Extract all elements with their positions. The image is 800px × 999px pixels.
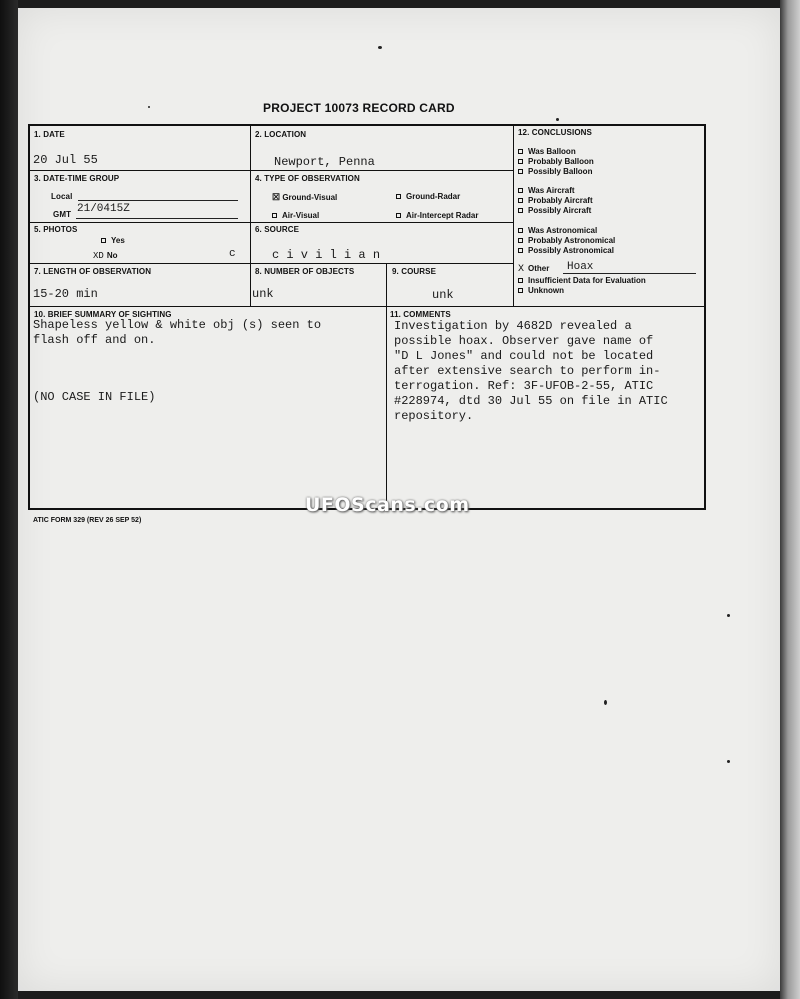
source-label: 6. SOURCE <box>255 225 300 234</box>
scan-speck <box>727 760 730 763</box>
divider-v-right <box>513 124 514 307</box>
course-label: 9. COURSE <box>392 267 437 276</box>
comments-line: after extensive search to perform in- <box>394 364 661 378</box>
other-line <box>563 273 696 274</box>
length-label: 7. LENGTH OF OBSERVATION <box>34 267 152 276</box>
summary-line: flash off and on. <box>33 333 156 347</box>
divider-conclusion-top <box>514 124 654 125</box>
date-label: 1. DATE <box>34 130 65 139</box>
dtg-label: 3. DATE-TIME GROUP <box>34 174 120 183</box>
conclusion-astronomical-group <box>518 226 615 256</box>
air-intercept-radar-label: Air-Intercept Radar <box>406 211 479 220</box>
dtg-local-line <box>78 200 238 201</box>
comments-text <box>394 319 668 424</box>
other-value: Hoax <box>567 261 594 273</box>
scan-speck <box>148 106 150 108</box>
scan-left-edge <box>0 0 18 999</box>
checkbox-icon <box>396 213 401 218</box>
dtg-gmt-label: GMT <box>53 210 72 219</box>
possibly-aircraft-label: Possibly Aircraft <box>528 206 592 215</box>
summary-label: 10. BRIEF SUMMARY OF SIGHTING <box>34 310 172 319</box>
possibly-astronomical-label: Possibly Astronomical <box>528 246 614 255</box>
comments-line: terrogation. Ref: 3F-UFOB-2-55, ATIC <box>394 379 654 393</box>
insufficient-label: Insufficient Data for Evaluation <box>528 276 646 285</box>
type-observation-label: 4. TYPE OF OBSERVATION <box>255 174 360 183</box>
checkbox-icon <box>518 159 523 164</box>
conclusion-balloon-group <box>518 147 594 177</box>
checkbox-icon <box>518 208 523 213</box>
photos-yes <box>101 236 125 245</box>
no-case-note: (NO CASE IN FILE) <box>33 390 156 404</box>
checkbox-icon <box>518 169 523 174</box>
form-id: ATIC FORM 329 (REV 26 SEP 52) <box>33 517 142 524</box>
divider-h-3 <box>28 263 514 264</box>
conclusion-aircraft-group <box>518 186 593 216</box>
divider-h-1 <box>28 170 514 171</box>
num-objects-value: unk <box>252 287 274 301</box>
checkbox-icon <box>101 238 106 243</box>
checkbox-icon <box>518 198 523 203</box>
probably-astronomical-label: Probably Astronomical <box>528 236 616 245</box>
photos-no <box>93 251 117 261</box>
ground-visual-label: Ground-Visual <box>282 193 338 202</box>
photos-no-mark: XD <box>93 251 104 261</box>
checkbox-icon <box>518 228 523 233</box>
date-value: 20 Jul 55 <box>33 153 98 167</box>
probably-balloon-label: Probably Balloon <box>528 157 594 166</box>
air-visual-label: Air-Visual <box>282 211 320 220</box>
was-astronomical-label: Was Astronomical <box>528 226 598 235</box>
scan-speck <box>727 614 730 617</box>
scan-speck <box>604 700 607 705</box>
watermark-text: UFOScans.com <box>305 494 470 516</box>
was-aircraft-label: Was Aircraft <box>528 186 575 195</box>
checkbox-icon <box>272 213 277 218</box>
ground-radar-label: Ground-Radar <box>406 192 461 201</box>
dtg-gmt-value: 21/0415Z <box>77 203 130 215</box>
summary-line: Shapeless yellow & white obj (s) seen to <box>33 318 322 332</box>
comments-line: #228974, dtd 30 Jul 55 on file in ATIC <box>394 394 668 408</box>
photos-extra-value: c <box>229 248 236 260</box>
other-checked-mark: X <box>518 264 525 275</box>
conclusion-other-row <box>518 264 549 275</box>
option-air-visual <box>272 211 319 220</box>
comments-line: "D L Jones" and could not be located <box>394 349 654 363</box>
other-label: Other <box>528 264 550 273</box>
option-air-intercept-radar <box>396 211 478 220</box>
comments-line: repository. <box>394 409 474 423</box>
photos-yes-label: Yes <box>111 236 125 245</box>
checkbox-icon <box>518 248 523 253</box>
checkbox-icon <box>396 194 401 199</box>
ground-visual-checked-box: ☒ <box>272 192 281 202</box>
option-ground-visual <box>272 192 337 203</box>
card-title: PROJECT 10073 RECORD CARD <box>263 101 455 115</box>
option-ground-radar <box>396 192 460 201</box>
length-value: 15-20 min <box>33 287 98 301</box>
possibly-balloon-label: Possibly Balloon <box>528 167 593 176</box>
photos-label: 5. PHOTOS <box>34 225 78 234</box>
scan-speck <box>556 118 559 121</box>
divider-h-4 <box>28 306 706 307</box>
location-value: Newport, Penna <box>274 155 375 169</box>
checkbox-icon <box>518 238 523 243</box>
divider-v-mid <box>386 263 387 510</box>
scan-speck <box>378 46 382 49</box>
divider-v-left <box>250 124 251 307</box>
checkbox-icon <box>518 288 523 293</box>
summary-text <box>33 318 321 348</box>
dtg-local-label: Local <box>51 192 73 201</box>
source-value: c i v i l i a n <box>272 248 381 262</box>
was-balloon-label: Was Balloon <box>528 147 576 156</box>
checkbox-icon <box>518 149 523 154</box>
probably-aircraft-label: Probably Aircraft <box>528 196 593 205</box>
unknown-label: Unknown <box>528 286 564 295</box>
photos-no-label: No <box>106 251 118 260</box>
divider-h-2 <box>28 222 514 223</box>
course-value: unk <box>432 288 454 302</box>
dtg-gmt-line <box>76 218 238 219</box>
scan-right-edge <box>780 0 800 999</box>
location-label: 2. LOCATION <box>255 130 307 139</box>
comments-label: 11. COMMENTS <box>390 310 451 319</box>
checkbox-icon <box>518 278 523 283</box>
comments-line: Investigation by 4682D revealed a <box>394 319 632 333</box>
num-objects-label: 8. NUMBER OF OBJECTS <box>255 267 355 276</box>
conclusions-label: 12. CONCLUSIONS <box>518 128 592 137</box>
checkbox-icon <box>518 188 523 193</box>
conclusion-insufficient-group <box>518 276 646 296</box>
comments-line: possible hoax. Observer gave name of <box>394 334 654 348</box>
